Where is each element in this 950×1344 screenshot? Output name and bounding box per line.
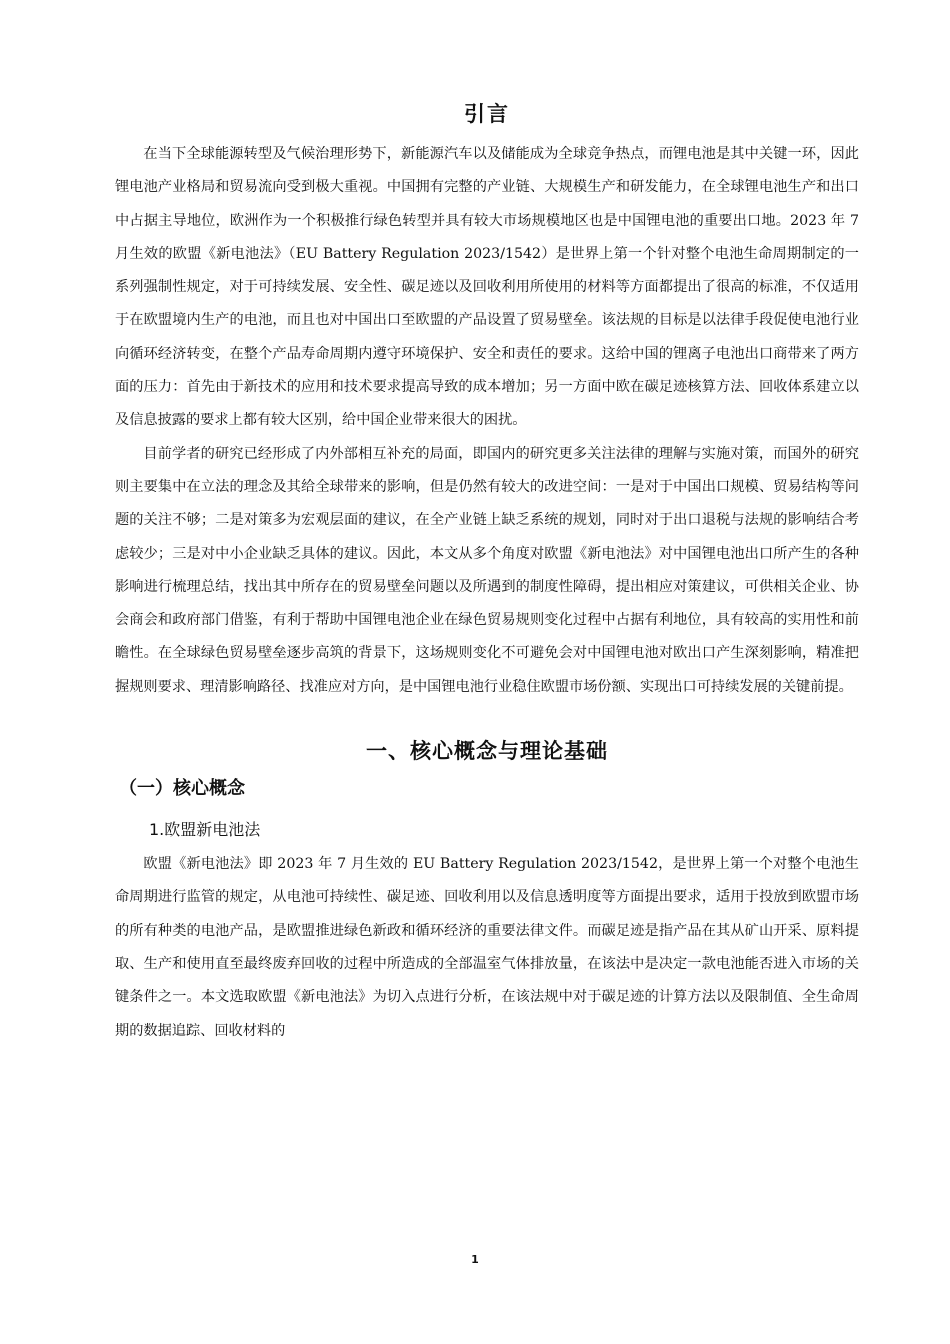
- intro-paragraph-2: 目前学者的研究已经形成了内外部相互补充的局面，即国内的研究更多关注法律的理解与实施对策，而国外的研究则主要集中在立法的理念及其给全球带来的影响，但是仍然有较大的改进空间：一是对于中国出口规模、贸易结构等问题的关注不够；二是对策多为宏观层面的建议，在全产业链上缺乏系统的规划，同时对于出口退税与法规的影响结合考虑较少；三是对中小企业缺乏具体的建议。因此，本文从多个角度对欧盟《新电池法》对中国锂电池出口所产生的各种影响进行梳理总结，找出其中所存在的贸易壁垒问题以及所遇到的制度性障碍，提出相应对策建议，可供相关企业、协会商会和政府部门借鉴，有利于帮助中国锂电池企业在绿色贸易规则变化过程中占据有利地位，具有较高的实用性和前瞻性。在全球绿色贸易壁垒逐步高筑的背景下，这场规则变化不可避免会对中国锂电池对欧出口产生深刻影响，精准把握规则要求、理清影响路径、找准应对方向，是中国锂电池行业稳住欧盟市场份额、实现出口可持续发展的关键前提。: [115, 445, 859, 695]
- subsection-heading: 1.欧盟新电池法: [149, 820, 261, 840]
- section-heading: （一）核心概念: [119, 778, 245, 800]
- chapter-heading: 一、核心概念与理论基础: [366, 739, 608, 764]
- subsection-paragraph: 欧盟《新电池法》即 2023 年 7 月生效的 EU Battery Regulation 2023/1542，是世界上第一个对整个电池生命周期进行监管的规定，从电池可持续性、碳足迹、回收利用以及信息透明度等方面提出要求，适用于投放到欧盟市场的所有种类的电池产品，是欧盟推进绿色新政和循环经济的重要法律文件。而碳足迹是指产品在其从矿山开采、原料提取、生产和使用直至最终废弃回收的过程中所造成的全部温室气体排放量，在该法中是决定一款电池能否进入市场的关键条件之一。本文选取欧盟《新电池法》为切入点进行分析，在该法规中对于碳足迹的计算方法以及限制值、全生命周期的数据追踪、回收材料的: [115, 856, 859, 1039]
- page-number: 1: [471, 1253, 479, 1266]
- intro-paragraph-1: 在当下全球能源转型及气候治理形势下，新能源汽车以及储能成为全球竞争热点，而锂电池是其中关键一环，因此锂电池产业格局和贸易流向受到极大重视。中国拥有完整的产业链、大规模生产和研发能力，在全球锂电池生产和出口中占据主导地位，欧洲作为一个积极推行绿色转型并具有较大市场规模地区也是中国锂电池的重要出口地。2023 年 7 月生效的欧盟《新电池法》（EU Battery Regulation 2023/1542）是世界上第一个针对整个电池生命周期制定的一系列强制性规定，对于可持续发展、安全性、碳足迹以及回收利用所使用的材料等方面都提出了很高的标准，不仅适用于在欧盟境内生产的电池，而且也对中国出口至欧盟的产品设置了贸易壁垒。该法规的目标是以法律手段促使电池行业向循环经济转变，在整个产品寿命周期内遵守环境保护、安全和责任的要求。这给中国的锂离子电池出口商带来了两方面的压力：首先由于新技术的应用和技术要求提高导致的成本增加；另一方面中欧在碳足迹核算方法、回收体系建立以及信息披露的要求上都有较大区别，给中国企业带来很大的困扰。: [115, 146, 859, 429]
- page-content: [115, 96, 859, 1048]
- introduction-heading: 引言: [464, 102, 510, 126]
